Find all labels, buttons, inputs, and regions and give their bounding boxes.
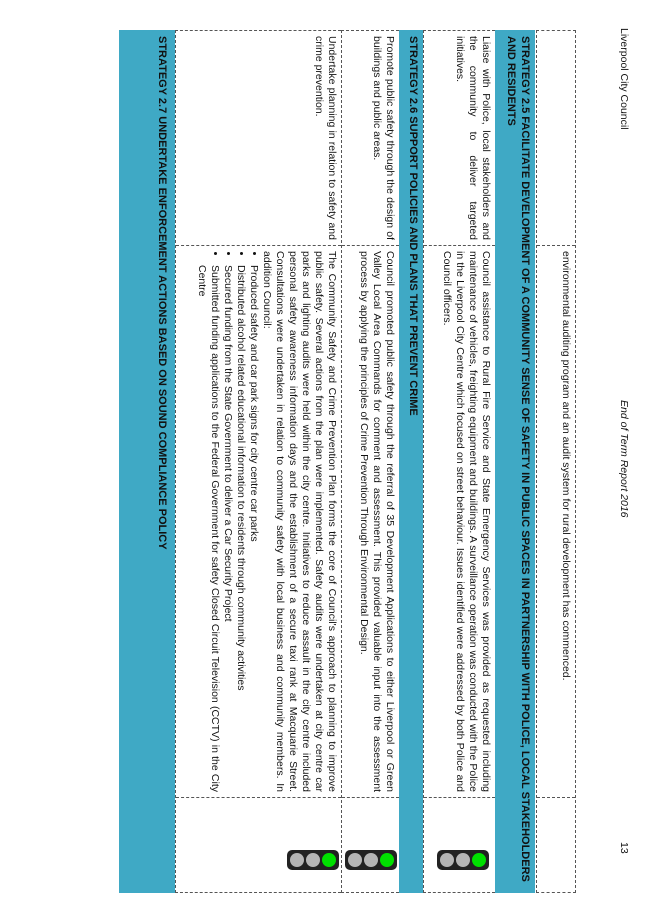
- light-amber: [364, 853, 378, 867]
- table-row-continued: [536, 30, 576, 893]
- light-red: [440, 853, 454, 867]
- page-number: 13: [618, 842, 630, 854]
- strategy-2-6-header: STRATEGY 2.6 SUPPORT POLICIES AND PLANS THAT PREVENT CRIME: [399, 30, 423, 893]
- bullet-list: [195, 251, 260, 792]
- footer-org: Liverpool City Council: [618, 28, 630, 130]
- table-cell-description: Council promoted public safety through the referral of 35 Development Applications to either Liverpool or Green Valley Local Area Commands for comment and assessment. This provided valuable input into the assessment process by applying the principles of Crime Prevention Through Environmental Design.: [342, 245, 399, 797]
- list-item: • Distributed alcohol related educational information to residents through community activities: [234, 265, 247, 792]
- light-green: [472, 853, 486, 867]
- footer-report-title: End of Term Report 2016: [618, 400, 630, 518]
- light-amber: [306, 853, 320, 867]
- table-cell-description: Council assistance to Rural Fire Service and State Emergency Services was provided as requested including maintenance of vehicles, freighting equipment and buildings. A surveillance operation was conducted with the Police in the Liverpool City Centre which focused on street behaviour. Issues identified were addressed by both Police and Council officers.: [424, 245, 495, 797]
- traffic-light-icon: [287, 850, 339, 870]
- light-amber: [456, 853, 470, 867]
- list-item: • Produced safety and car park signs for city centre car parks: [247, 265, 260, 792]
- table-cell-action: Promote public safety through the design of buildings and public areas.: [371, 36, 396, 240]
- strategy-2-7-header: STRATEGY 2.7 UNDERTAKE ENFORCEMENT ACTIONS BASED ON SOUND COMPLIANCE POLICY: [119, 30, 175, 893]
- strategy-2-5-header: STRATEGY 2.5 FACILITATE DEVELOPMENT OF A COMMUNITY SENSE OF SAFETY IN PUBLIC SPACES IN PARTNERSHIP WITH POLICE, LOCAL STAKEHOLDERS AND RESIDENTS: [495, 30, 535, 893]
- table-cell-description: [176, 245, 341, 797]
- table-cell-action: [537, 31, 575, 245]
- traffic-light-icon: [437, 850, 489, 870]
- table-row: [175, 30, 341, 893]
- table-cell-action: Liaise with Police, local stakeholders and the community to deliver targeted initiatives.: [454, 36, 492, 240]
- list-item: • Secured funding from the State Government to deliver a Car Security Project: [221, 265, 234, 792]
- light-green: [380, 853, 394, 867]
- table-cell-status: [176, 797, 341, 894]
- light-green: [322, 853, 336, 867]
- table-cell-description: environmental auditing program and an audit system for rural development has commenced.: [537, 245, 575, 797]
- light-red: [290, 853, 304, 867]
- table-cell-status: [424, 797, 495, 894]
- table-cell-status: [342, 797, 399, 894]
- table-row: [341, 30, 399, 893]
- table-row: [423, 30, 495, 893]
- light-red: [348, 853, 362, 867]
- table-cell-action: Undertake planning in relation to safety and crime prevention.: [313, 36, 338, 240]
- list-item: • Submitted funding applications to the Federal Government for safety Closed Circuit Television (CCTV) in the City Centre: [195, 265, 221, 792]
- traffic-light-icon: [345, 850, 397, 870]
- table-cell-status: [537, 797, 575, 894]
- description-text: The Community Safety and Crime Prevention Plan forms the core of Council's approach to planning to improve public safety. Several actions from the plan were implemented. Safety audits were undertaken at city centre car parks and lighting audits were held within the city centre. Initiatives to reduce assault in the city centre included personal safety awareness information days and the establishment of a secure taxi rank at Macquarie Street. Consultations were undertaken in relation to community safety with local business and community members. In addition Council:: [261, 251, 338, 792]
